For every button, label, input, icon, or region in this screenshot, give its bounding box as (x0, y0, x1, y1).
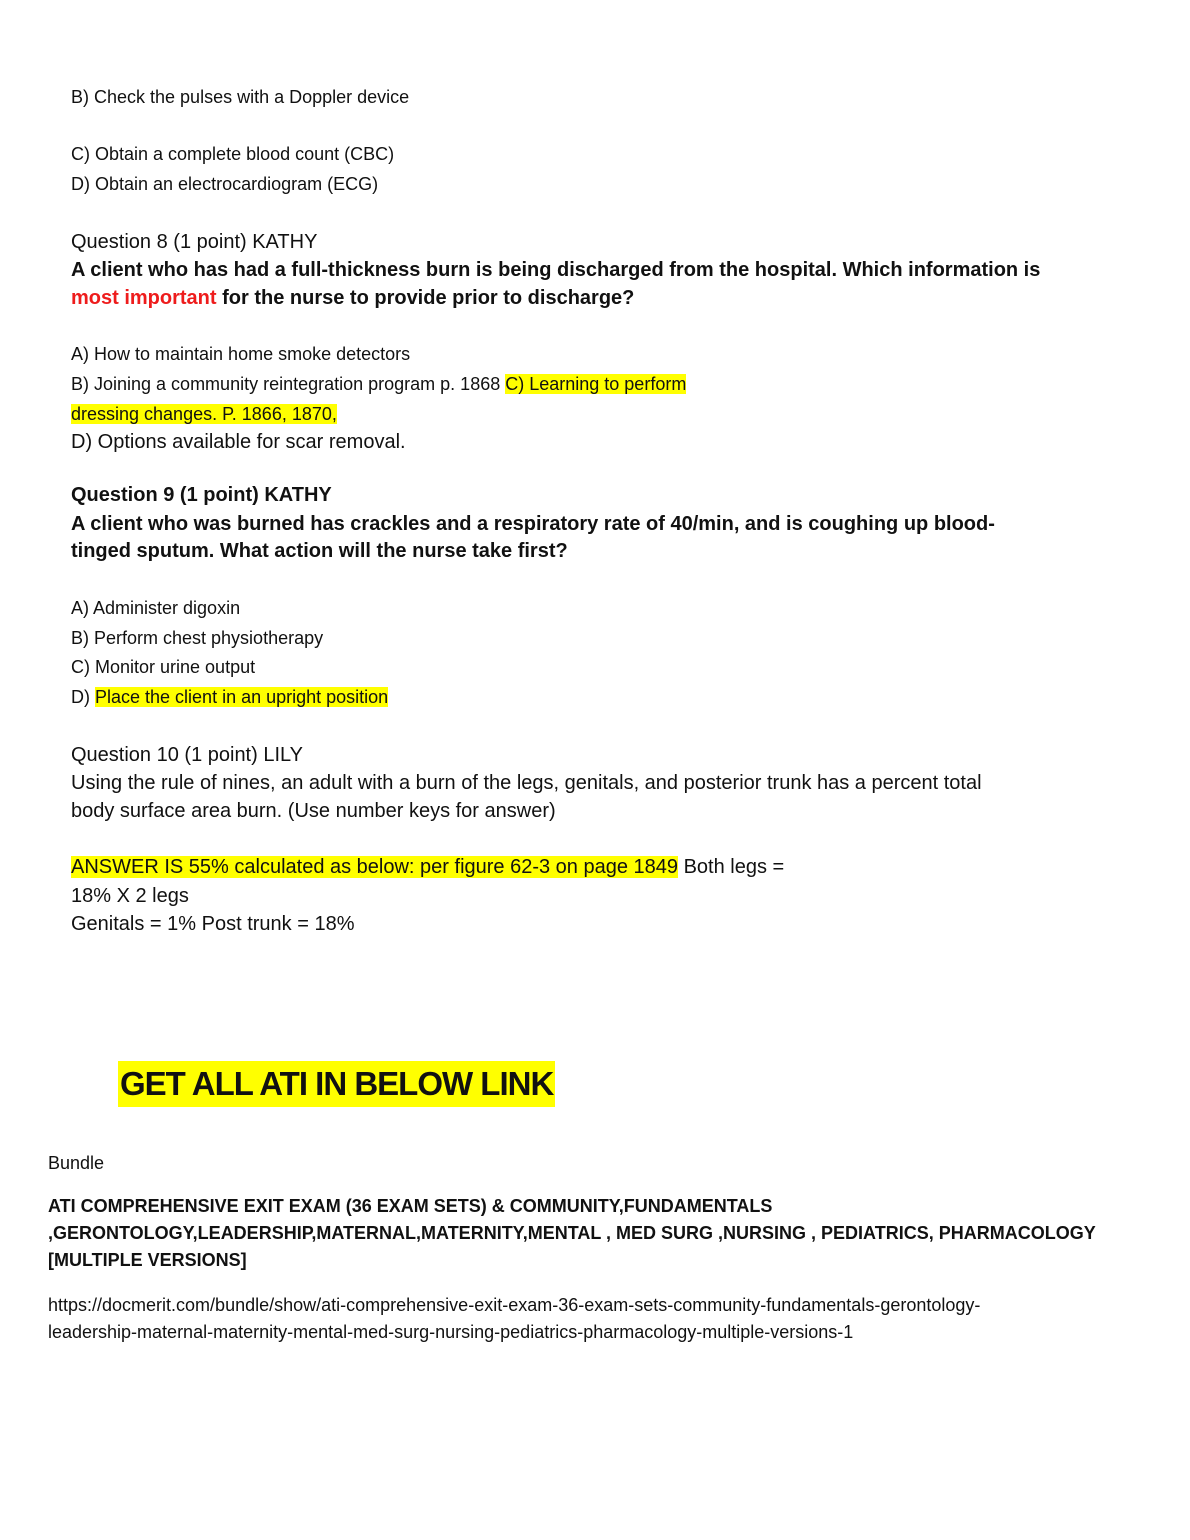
q9-option-d (71, 686, 388, 708)
q10-answer-line2: 18% X 2 legs (71, 885, 189, 907)
q9-option-a: A) Administer digoxin (71, 598, 241, 618)
q8-option-c-line2-text: dressing changes. P. 1866, 1870, (71, 404, 337, 424)
bundle-title-line3: [MULTIPLE VERSIONS] (48, 1250, 247, 1270)
bundle-url-line2[interactable]: leadership-maternal-maternity-mental-med-surg-nursing-pediatrics-pharmacology-multiple-versions-1 (48, 1322, 854, 1342)
promo-banner: GET ALL ATI IN BELOW LINK (118, 1061, 555, 1107)
q8-stem-rest: for the nurse to provide prior to discharge? (216, 287, 635, 309)
q8-option-c-line2 (71, 403, 337, 425)
q8-option-d: D) Options available for scar removal. (71, 431, 406, 453)
q8-stem-line1: A client who has had a full-thickness burn is being discharged from the hospital. Which information is (71, 259, 1041, 281)
q9-stem-line1: A client who was burned has crackles and a respiratory rate of 40/min, and is coughing up blood- (71, 513, 995, 535)
q10-answer-rest: Both legs = (678, 856, 785, 878)
q8-option-c-highlight: C) Learning to perform (505, 374, 687, 394)
q9-option-b: B) Perform chest physiotherapy (71, 628, 324, 648)
q9-stem-line2: tinged sputum. What action will the nurse take first? (71, 540, 568, 562)
q8-option-b-text: B) Joining a community reintegration program p. 1868 (71, 374, 506, 394)
q8-option-a: A) How to maintain home smoke detectors (71, 344, 411, 364)
q7-option-d: D) Obtain an electrocardiogram (ECG) (71, 174, 379, 194)
q8-emphasis: most important (71, 287, 217, 309)
q9-option-d-prefix: D) (71, 687, 95, 707)
q7-option-c: C) Obtain a complete blood count (CBC) (71, 144, 395, 164)
q8-stem-line2 (71, 286, 634, 310)
q10-answer-line1 (71, 855, 784, 879)
q10-answer-highlight: ANSWER IS 55% calculated as below: per figure 62-3 on page 1849 (71, 856, 679, 878)
bundle-title-line2: ,GERONTOLOGY,LEADERSHIP,MATERNAL,MATERNITY,MENTAL , MED SURG ,NURSING , PEDIATRICS, PHARMACOLOGY (48, 1223, 1096, 1243)
q9-option-d-highlight: Place the client in an upright position (95, 687, 389, 707)
q8-option-b (71, 373, 686, 395)
bundle-label: Bundle (48, 1153, 105, 1173)
q9-header: Question 9 (1 point) KATHY (71, 484, 332, 506)
bundle-title-line1: ATI COMPREHENSIVE EXIT EXAM (36 EXAM SETS) & COMMUNITY,FUNDAMENTALS (48, 1196, 773, 1216)
q10-header: Question 10 (1 point) LILY (71, 744, 303, 766)
q10-answer-line3: Genitals = 1% Post trunk = 18% (71, 913, 355, 935)
bundle-url-line1[interactable]: https://docmerit.com/bundle/show/ati-comprehensive-exit-exam-36-exam-sets-community-fundamentals-gerontology- (48, 1295, 981, 1315)
q10-stem-line1: Using the rule of nines, an adult with a burn of the legs, genitals, and posterior trunk has a percent total (71, 772, 982, 794)
q7-option-b: B) Check the pulses with a Doppler device (71, 87, 410, 107)
q8-header: Question 8 (1 point) KATHY (71, 231, 318, 253)
q10-stem-line2: body surface area burn. (Use number keys for answer) (71, 800, 556, 822)
q9-option-c: C) Monitor urine output (71, 657, 256, 677)
